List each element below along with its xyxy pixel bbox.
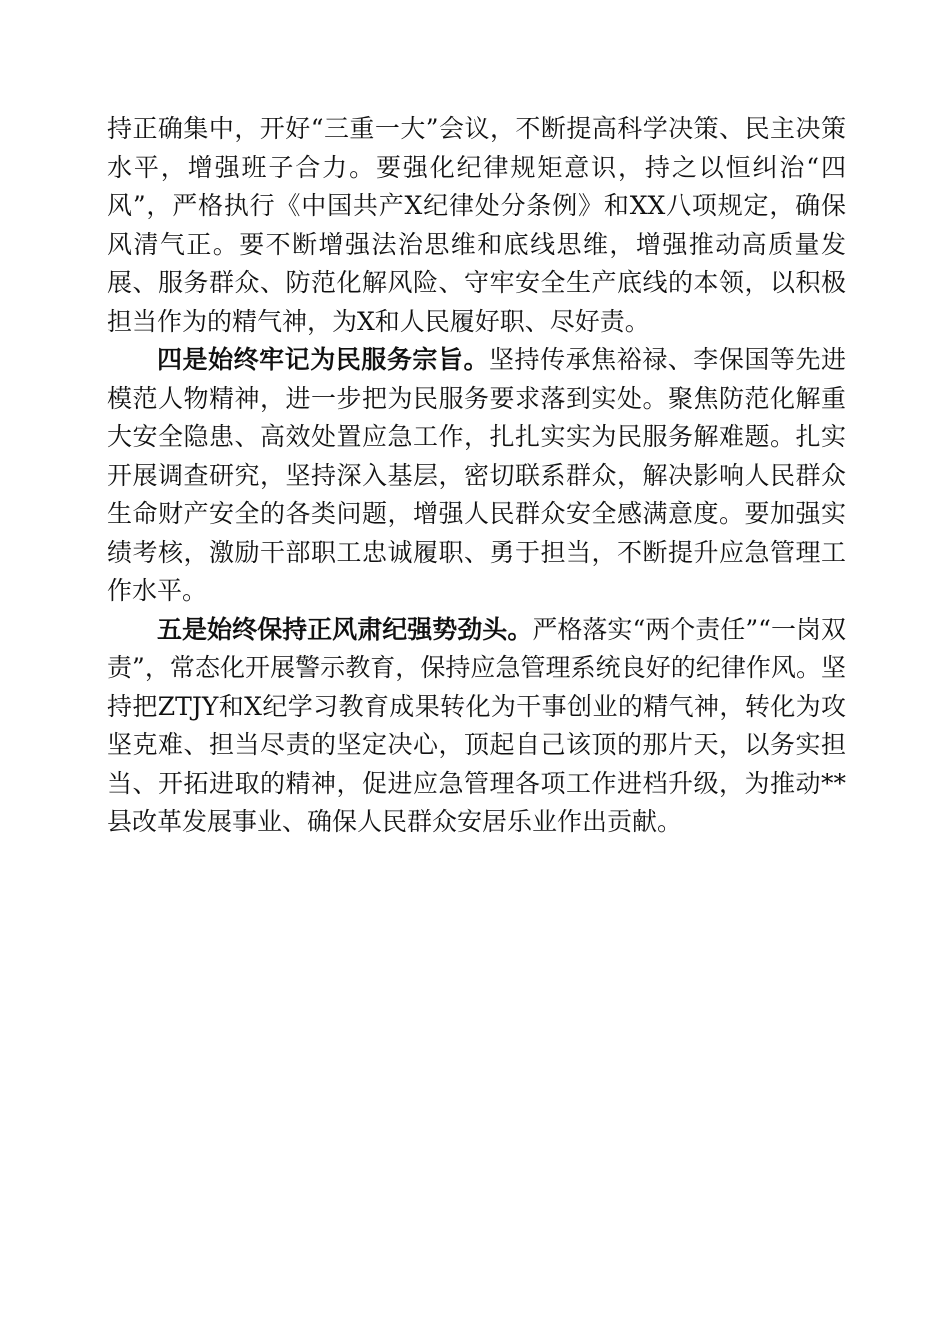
paragraph-text: 严格落实“两个责任”“一岗双责”，常态化开展警示教育，保持应急管理系统良好的纪律作风。坚持把ZTJY和X纪学习教育成果转化为干事创业的精气神，转化为攻坚克难、担当尽责的坚定决心，顶起自己该顶的那片天，以务实担当、开拓进取的精神，促进应急管理各项工作进档升级，为推动**县改革发展事业、确保人民群众安居乐业作出贡献。 — [107, 614, 846, 836]
paragraph-four — [107, 341, 846, 611]
paragraph-text: 坚持传承焦裕禄、李保国等先进模范人物精神，进一步把为民服务要求落到实处。聚焦防范化解重大安全隐患、高效处置应急工作，扎扎实实为民服务解难题。扎实开展调查研究，坚持深入基层，密切联系群众，解决影响人民群众生命财产安全的各类问题，增强人民群众安全感满意度。要加强实绩考核，激励干部职工忠诚履职、勇于担当，不断提升应急管理工作水平。 — [107, 345, 846, 605]
paragraph-heading: 五是始终保持正风肃纪强势劲头。 — [157, 614, 533, 644]
document-body — [107, 110, 846, 842]
paragraph-heading: 四是始终牢记为民服务宗旨。 — [157, 345, 489, 374]
paragraph-text: 持正确集中，开好“三重一大”会议，不断提高科学决策、民主决策水平，增强班子合力。要强化纪律规矩意识，持之以恒纠治“四风”，严格执行《中国共产X纪律处分条例》和XX八项规定，确保风清气正。要不断增强法治思维和底线思维，增强推动高质量发展、服务群众、防范化解风险、守牢安全生产底线的本领，以积极担当作为的精气神，为X和人民履好职、尽好责。 — [107, 114, 846, 336]
paragraph-five — [107, 611, 846, 842]
paragraph-continuation — [107, 110, 846, 341]
